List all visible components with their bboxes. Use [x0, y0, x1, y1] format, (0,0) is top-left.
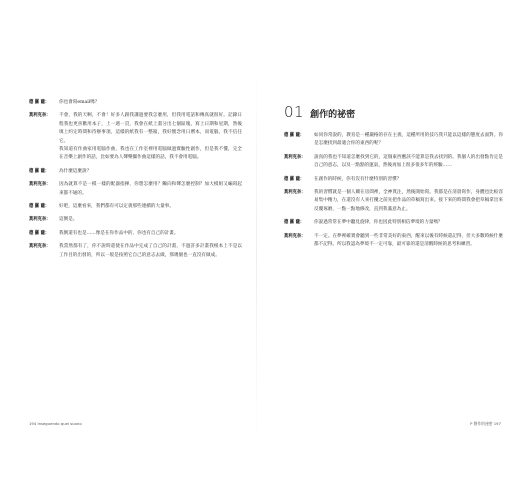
dialogue-text: 好吧，這麼看來，我們都有可以定義那些連續的大量事。 — [59, 204, 174, 210]
speaker-label: 莫利克奈： — [284, 190, 306, 196]
right-page — [260, 0, 510, 500]
speaker-label: 莫利克奈： — [29, 113, 51, 119]
page-gutter — [256, 60, 257, 450]
dialogue-entry — [29, 230, 242, 238]
speaker-label: 德 羅 薩： — [284, 220, 305, 226]
speaker-label: 德 羅 薩： — [29, 168, 50, 174]
dialogue-text: 如同你常說的，教育是一種嚴格的存在主義，這種所用的技巧我只能以這樣的態度去面對。你是怎麼找到最適合你的東西的呢？ — [314, 133, 503, 147]
page-footer-right: P 創作的祕密 197 — [470, 421, 501, 426]
dialogue-entry — [29, 99, 242, 107]
dialogue-text: 我的習慣就是一個人關在房間裡，全神貫注，然後開始寫。我都是在清晨寫作，身體也比較容易集中精力，在還沒有人來打擾之前先把作品的草稿寫出來。接下來的時間我會把草稿拿出來反覆琢磨，一點一點地修改，直到我滿意為止。 — [314, 190, 503, 212]
speaker-label: 莫利克奈： — [29, 244, 51, 250]
speaker-label: 德 羅 薩： — [284, 133, 305, 138]
interview-text-left — [29, 99, 242, 265]
left-page — [0, 0, 250, 500]
interview-text-right — [284, 132, 503, 254]
dialogue-paragraph: 我知道有作曲家用電腦作曲，我也在工作室裡用電腦做過實驗性創作，但是我不懂，完全在音樂上創作的話，比如要為人聲樂團作曲這樣的話，我不會用電腦。 — [59, 147, 242, 161]
dialogue-entry — [284, 219, 503, 227]
dialogue-entry — [29, 181, 242, 198]
dialogue-entry — [29, 112, 242, 162]
dialogue-entry — [284, 189, 503, 214]
speaker-label: 德 羅 薩： — [29, 230, 50, 236]
dialogue-text: 我倒還有也是……像是在你作品中的，你也有自己的計畫。 — [59, 230, 179, 236]
chapter-heading — [284, 103, 355, 121]
speaker-label: 莫利克奈： — [29, 217, 51, 223]
speaker-label: 德 羅 薩： — [29, 100, 50, 105]
dialogue-text: 我當然都有了，你不說時還使在作品中完成了自己的計畫，不過許多計畫我根本上不是以工作目的出發的，所以一般是按照它自己的意志去做，那幾個也一直沒有做成。 — [59, 244, 242, 258]
dialogue-text: 說真的我也不知道怎麼找到它的，這個東西應該不能算是我去找到的。我個人的出發點肯定是自己的意志，以及一點點的運氣，然後再加上很多很多年的經驗…… — [314, 154, 503, 169]
dialogue-text: 因為就算不是一模一樣的配器指揮，你想怎麼用？觸向和聲怎麼控制？加大模組又編寫起來都不通的。 — [59, 182, 242, 196]
speaker-label: 莫利克奈： — [29, 182, 51, 188]
speaker-label: 德 羅 薩： — [284, 176, 305, 182]
dialogue-entry — [29, 168, 242, 176]
dialogue-text: 為什麼這麼說？ — [59, 168, 92, 174]
dialogue-text — [59, 112, 242, 162]
page-footer-left: 194 Inseguendo quel suono — [29, 421, 82, 426]
dialogue-text: 你說過常常在夢中聽見旋律，你也因此特別相信夢境的力量嗎？ — [314, 220, 443, 226]
dialogue-text: 在創作的時候，你有沒有什麼特別的習慣？ — [314, 176, 402, 182]
dialogue-entry — [284, 154, 503, 171]
chapter-number: 01 — [284, 103, 305, 121]
speaker-label: 德 羅 薩： — [29, 204, 50, 210]
speaker-label: 莫利克奈： — [284, 233, 306, 239]
speaker-label: 莫利克奈： — [284, 154, 306, 160]
dialogue-text: 這倒是。 — [59, 217, 78, 223]
dialogue-paragraph: 不會，我的天啊，不會！好多人跟我講過要我怎麼用，但我用電話和傳真就很好。記錄日程我也更喜歡用本子，上一週一頁，我會在紙上畫分出七個區塊，寫上日期和星期，然後填上約定時間和待辦事項。這樣的紙我有一整箱，我好懷念用日曆本，而電腦，我不信任它。 — [59, 113, 242, 144]
dialogue-entry — [284, 132, 503, 149]
dialogue-entry — [29, 216, 242, 224]
chapter-title: 創作的祕密 — [310, 110, 356, 120]
dialogue-entry — [284, 233, 503, 250]
dialogue-entry — [29, 203, 242, 211]
dialogue-text: 你也會寫email嗎？ — [59, 100, 100, 105]
dialogue-entry — [284, 176, 503, 184]
dialogue-text: 不一定。在夢裡確實會聽到一些非常美好的東西，醒來以後有時候還記得，但大多數時候什麼都不記得。所以我認為夢境不一定可靠，最可靠的還是清醒時候的思考和練習。 — [314, 233, 503, 248]
dialogue-entry — [29, 243, 242, 260]
